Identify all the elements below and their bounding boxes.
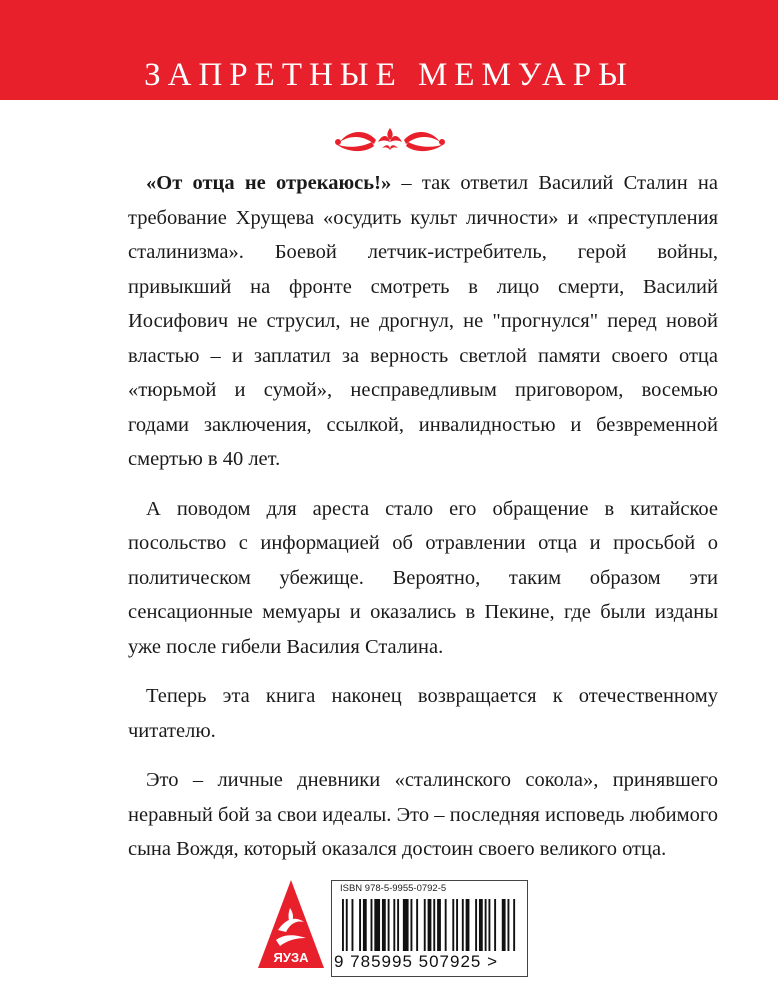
publisher-name: ЯУЗА (273, 950, 309, 965)
paragraph-4: Это – личные дневники «сталинского сокола», принявшего неравный бой за свои идеалы. Это – последняя исповедь любимого сына Вождя, который оказался достоин своего великого отца. (128, 769, 718, 860)
paragraph-2: А поводом для ареста стало его обращение в китайское посольство с информацией об отравлении отца и просьбой о политическом убежище. Вероятно, таким образом эти сенсационные мемуары и оказались в Пекине, где были изданы уже после гибели Василия Сталина. (128, 497, 718, 658)
barcode-icon (342, 899, 517, 951)
paragraph-1-text: – так ответил Василий Сталин на требование Хрущева «осудить культ личности» и «преступления сталинизма». Боевой летчик-истребитель, герой войны, привыкший на фронте смотреть в лицо смерти, Василий Иосифович не струсил, не дрогнул, не "прогнулся" перед новой властью – и заплатил за верность светлой памяти своего отца «тюрьмой и сумой», несправедливым приговором, восемью годами заключения, ссылкой, инвалидностью и безвременной смертью в 40 лет. (128, 172, 718, 470)
series-title: ЗАПРЕТНЫЕ МЕМУАРЫ (144, 57, 634, 93)
series-banner (0, 0, 778, 100)
barcode-block (331, 880, 528, 977)
annotation-text (128, 166, 718, 882)
paragraph-1 (128, 166, 718, 477)
quote-bold: «От отца не отрекаюсь!» (146, 172, 392, 194)
yauza-logo-icon (256, 878, 326, 970)
paragraph-3: Теперь эта книга наконец возвращается к отечественному читателю. (128, 685, 718, 742)
isbn-label: ISBN 978-5-9955-0792-5 (340, 883, 447, 894)
floral-ornament-icon (330, 120, 450, 156)
barcode-digits: 9 785995 507925 > (334, 952, 499, 971)
